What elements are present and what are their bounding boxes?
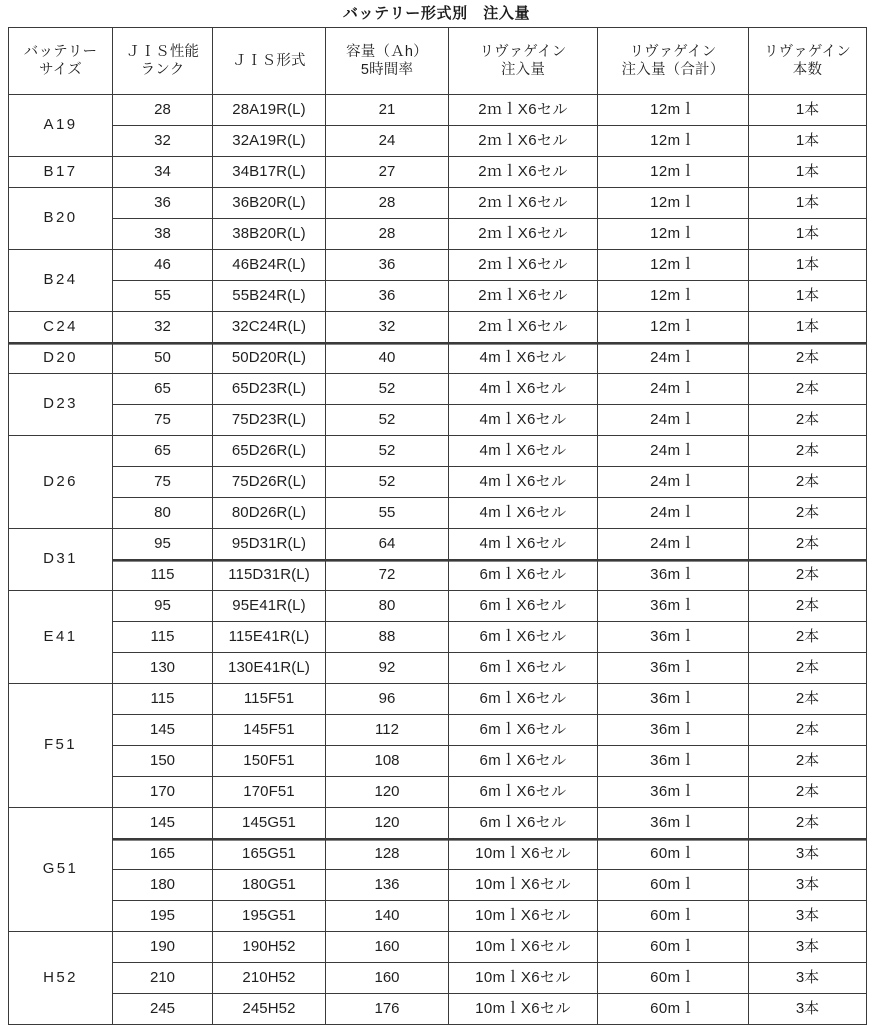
injection-amount-cell: 4mｌX6セル [449, 343, 598, 374]
injection-amount-cell: 6mｌX6セル [449, 560, 598, 591]
capacity-cell: 140 [326, 901, 449, 932]
capacity-cell: 160 [326, 963, 449, 994]
page-title: バッテリー形式別 注入量 [342, 5, 531, 22]
capacity-cell: 72 [326, 560, 449, 591]
jis-type-cell: 50D20R(L) [213, 343, 326, 374]
table-row [9, 126, 867, 157]
table-body [9, 95, 867, 1025]
injection-total-cell: 24mｌ [598, 529, 749, 560]
capacity-cell: 80 [326, 591, 449, 622]
column-header-line1: ＪＩＳ形式 [232, 52, 306, 69]
capacity-cell: 21 [326, 95, 449, 126]
jis-type-cell: 115D31R(L) [213, 560, 326, 591]
injection-amount-cell: 6mｌX6セル [449, 591, 598, 622]
jis-type-cell: 145F51 [213, 715, 326, 746]
battery-size-cell: G51 [9, 808, 113, 932]
column-header-line1: リヴァゲイン [479, 43, 567, 60]
injection-total-cell: 60mｌ [598, 901, 749, 932]
table-row [9, 157, 867, 188]
injection-total-cell: 24mｌ [598, 343, 749, 374]
table-row [9, 839, 867, 870]
injection-total-cell: 24mｌ [598, 467, 749, 498]
jis-rank-cell: 170 [113, 777, 213, 808]
injection-total-cell: 12mｌ [598, 126, 749, 157]
jis-rank-cell: 55 [113, 281, 213, 312]
jis-type-cell: 32C24R(L) [213, 312, 326, 343]
table-row [9, 374, 867, 405]
capacity-cell: 36 [326, 250, 449, 281]
column-header-line1: ＪＩＳ性能 [125, 43, 200, 60]
column-header-bottle-count [749, 28, 867, 95]
injection-total-cell: 60mｌ [598, 932, 749, 963]
injection-total-cell: 12mｌ [598, 95, 749, 126]
table-row [9, 591, 867, 622]
battery-size-cell: A19 [9, 95, 113, 157]
capacity-cell: 128 [326, 839, 449, 870]
column-header-line2: ランク [140, 62, 185, 78]
capacity-cell: 32 [326, 312, 449, 343]
injection-amount-cell: 10mｌX6セル [449, 994, 598, 1025]
jis-type-cell: 130E41R(L) [213, 653, 326, 684]
injection-amount-cell: 4mｌX6セル [449, 405, 598, 436]
injection-amount-cell: 6mｌX6セル [449, 808, 598, 839]
bottle-count-cell: 1本 [749, 95, 867, 126]
injection-total-cell: 24mｌ [598, 405, 749, 436]
injection-amount-cell: 2ｍｌX6セル [449, 95, 598, 126]
jis-type-cell: 38B20R(L) [213, 219, 326, 250]
injection-total-cell: 24mｌ [598, 498, 749, 529]
capacity-cell: 136 [326, 870, 449, 901]
bottle-count-cell: 1本 [749, 157, 867, 188]
injection-amount-cell: 10mｌX6セル [449, 963, 598, 994]
table-row [9, 312, 867, 343]
column-header-line1: リヴァゲイン [763, 43, 852, 60]
capacity-cell: 120 [326, 808, 449, 839]
capacity-cell: 27 [326, 157, 449, 188]
jis-rank-cell: 34 [113, 157, 213, 188]
table-row [9, 498, 867, 529]
bottle-count-cell: 3本 [749, 870, 867, 901]
jis-type-cell: 36B20R(L) [213, 188, 326, 219]
table-row [9, 405, 867, 436]
injection-total-cell: 60mｌ [598, 963, 749, 994]
injection-amount-cell: 4mｌX6セル [449, 374, 598, 405]
bottle-count-cell: 2本 [749, 374, 867, 405]
bottle-count-cell: 2本 [749, 808, 867, 839]
battery-size-cell: E41 [9, 591, 113, 684]
jis-rank-cell: 130 [113, 653, 213, 684]
jis-type-cell: 245H52 [213, 994, 326, 1025]
capacity-cell: 52 [326, 467, 449, 498]
column-header-line1: リヴァゲイン [629, 43, 717, 60]
capacity-cell: 120 [326, 777, 449, 808]
injection-amount-cell: 2ｍｌX6セル [449, 250, 598, 281]
injection-amount-cell: 2ｍｌX6セル [449, 188, 598, 219]
jis-type-cell: 150F51 [213, 746, 326, 777]
jis-type-cell: 75D23R(L) [213, 405, 326, 436]
injection-total-cell: 12mｌ [598, 281, 749, 312]
injection-total-cell: 36mｌ [598, 746, 749, 777]
jis-rank-cell: 65 [113, 436, 213, 467]
jis-type-cell: 95D31R(L) [213, 529, 326, 560]
injection-total-cell: 12mｌ [598, 250, 749, 281]
injection-amount-cell: 10mｌX6セル [449, 901, 598, 932]
jis-rank-cell: 46 [113, 250, 213, 281]
injection-total-cell: 36mｌ [598, 777, 749, 808]
injection-amount-cell: 4mｌX6セル [449, 436, 598, 467]
column-header-jis-rank [113, 28, 213, 95]
table-row [9, 901, 867, 932]
jis-rank-cell: 145 [113, 808, 213, 839]
battery-injection-table [8, 27, 867, 1025]
table-row [9, 436, 867, 467]
injection-total-cell: 24mｌ [598, 374, 749, 405]
jis-type-cell: 165G51 [213, 839, 326, 870]
table-row [9, 250, 867, 281]
table-row [9, 932, 867, 963]
bottle-count-cell: 1本 [749, 250, 867, 281]
capacity-cell: 28 [326, 219, 449, 250]
jis-type-cell: 75D26R(L) [213, 467, 326, 498]
battery-size-cell: B17 [9, 157, 113, 188]
capacity-cell: 40 [326, 343, 449, 374]
jis-rank-cell: 80 [113, 498, 213, 529]
table-row [9, 684, 867, 715]
capacity-cell: 108 [326, 746, 449, 777]
table-row [9, 777, 867, 808]
capacity-cell: 52 [326, 405, 449, 436]
bottle-count-cell: 1本 [749, 188, 867, 219]
bottle-count-cell: 2本 [749, 498, 867, 529]
capacity-cell: 52 [326, 374, 449, 405]
bottle-count-cell: 2本 [749, 436, 867, 467]
column-header-jis-type [213, 28, 326, 95]
jis-type-cell: 190H52 [213, 932, 326, 963]
jis-type-cell: 115F51 [213, 684, 326, 715]
injection-amount-cell: 2ｍｌX6セル [449, 157, 598, 188]
table-row [9, 281, 867, 312]
bottle-count-cell: 1本 [749, 281, 867, 312]
table-row [9, 994, 867, 1025]
jis-rank-cell: 65 [113, 374, 213, 405]
table-row [9, 622, 867, 653]
capacity-cell: 64 [326, 529, 449, 560]
jis-rank-cell: 28 [113, 95, 213, 126]
injection-amount-cell: 6mｌX6セル [449, 684, 598, 715]
bottle-count-cell: 2本 [749, 715, 867, 746]
column-header-line2: サイズ [39, 62, 82, 78]
injection-amount-cell: 6mｌX6セル [449, 653, 598, 684]
jis-rank-cell: 145 [113, 715, 213, 746]
jis-type-cell: 195G51 [213, 901, 326, 932]
column-header-battery-size [9, 28, 113, 95]
battery-size-cell: D20 [9, 343, 113, 374]
jis-rank-cell: 115 [113, 560, 213, 591]
column-header-line2: 注入量 [500, 62, 546, 78]
bottle-count-cell: 1本 [749, 219, 867, 250]
jis-rank-cell: 32 [113, 312, 213, 343]
injection-total-cell: 12mｌ [598, 219, 749, 250]
table-row [9, 746, 867, 777]
jis-rank-cell: 50 [113, 343, 213, 374]
jis-rank-cell: 165 [113, 839, 213, 870]
injection-total-cell: 36mｌ [598, 591, 749, 622]
bottle-count-cell: 3本 [749, 994, 867, 1025]
jis-rank-cell: 75 [113, 405, 213, 436]
capacity-cell: 92 [326, 653, 449, 684]
jis-rank-cell: 36 [113, 188, 213, 219]
battery-size-cell: D31 [9, 529, 113, 591]
bottle-count-cell: 2本 [749, 746, 867, 777]
jis-rank-cell: 32 [113, 126, 213, 157]
bottle-count-cell: 2本 [749, 467, 867, 498]
capacity-cell: 55 [326, 498, 449, 529]
capacity-cell: 88 [326, 622, 449, 653]
jis-type-cell: 115E41R(L) [213, 622, 326, 653]
injection-amount-cell: 4mｌX6セル [449, 498, 598, 529]
jis-type-cell: 95E41R(L) [213, 591, 326, 622]
table-header [9, 28, 867, 95]
injection-total-cell: 12mｌ [598, 312, 749, 343]
column-header-line1: 容量（Ａh） [346, 43, 428, 60]
bottle-count-cell: 2本 [749, 343, 867, 374]
injection-total-cell: 60mｌ [598, 839, 749, 870]
battery-size-cell: D26 [9, 436, 113, 529]
jis-rank-cell: 195 [113, 901, 213, 932]
capacity-cell: 36 [326, 281, 449, 312]
capacity-cell: 176 [326, 994, 449, 1025]
jis-rank-cell: 150 [113, 746, 213, 777]
jis-type-cell: 65D26R(L) [213, 436, 326, 467]
column-header-line2: 本数 [792, 62, 823, 78]
header-row [9, 28, 867, 95]
table-row [9, 343, 867, 374]
capacity-cell: 24 [326, 126, 449, 157]
injection-total-cell: 36mｌ [598, 808, 749, 839]
table-row [9, 653, 867, 684]
injection-amount-cell: 10mｌX6セル [449, 932, 598, 963]
battery-size-cell: D23 [9, 374, 113, 436]
jis-type-cell: 32A19R(L) [213, 126, 326, 157]
injection-amount-cell: 2ｍｌX6セル [449, 281, 598, 312]
bottle-count-cell: 3本 [749, 839, 867, 870]
injection-amount-cell: 6mｌX6セル [449, 777, 598, 808]
bottle-count-cell: 2本 [749, 529, 867, 560]
bottle-count-cell: 1本 [749, 126, 867, 157]
jis-type-cell: 145G51 [213, 808, 326, 839]
injection-total-cell: 36mｌ [598, 622, 749, 653]
jis-type-cell: 180G51 [213, 870, 326, 901]
battery-size-cell: B20 [9, 188, 113, 250]
injection-amount-cell: 4mｌX6セル [449, 467, 598, 498]
bottle-count-cell: 2本 [749, 591, 867, 622]
bottle-count-cell: 1本 [749, 312, 867, 343]
jis-rank-cell: 115 [113, 622, 213, 653]
jis-rank-cell: 210 [113, 963, 213, 994]
table-row [9, 963, 867, 994]
injection-amount-cell: 6mｌX6セル [449, 746, 598, 777]
table-row [9, 219, 867, 250]
column-header-line2: 5時間率 [360, 62, 414, 78]
table-row [9, 188, 867, 219]
jis-type-cell: 65D23R(L) [213, 374, 326, 405]
injection-amount-cell: 4mｌX6セル [449, 529, 598, 560]
column-header-capacity [326, 28, 449, 95]
jis-type-cell: 46B24R(L) [213, 250, 326, 281]
jis-type-cell: 34B17R(L) [213, 157, 326, 188]
table-row [9, 870, 867, 901]
battery-size-cell: B24 [9, 250, 113, 312]
injection-total-cell: 12mｌ [598, 157, 749, 188]
column-header-line1: バッテリー [23, 43, 98, 60]
capacity-cell: 52 [326, 436, 449, 467]
bottle-count-cell: 2本 [749, 622, 867, 653]
injection-amount-cell: 6mｌX6セル [449, 622, 598, 653]
bottle-count-cell: 3本 [749, 901, 867, 932]
jis-rank-cell: 95 [113, 529, 213, 560]
injection-amount-cell: 2ｍｌX6セル [449, 219, 598, 250]
jis-rank-cell: 190 [113, 932, 213, 963]
injection-amount-cell: 10mｌX6セル [449, 870, 598, 901]
table-row [9, 95, 867, 126]
column-header-injection [449, 28, 598, 95]
injection-total-cell: 36mｌ [598, 560, 749, 591]
battery-size-cell: H52 [9, 932, 113, 1025]
column-header-line2: 注入量（合計） [621, 62, 725, 78]
capacity-cell: 112 [326, 715, 449, 746]
jis-rank-cell: 180 [113, 870, 213, 901]
table-row [9, 467, 867, 498]
capacity-cell: 96 [326, 684, 449, 715]
injection-amount-cell: 6mｌX6セル [449, 715, 598, 746]
jis-type-cell: 28A19R(L) [213, 95, 326, 126]
jis-rank-cell: 245 [113, 994, 213, 1025]
jis-type-cell: 55B24R(L) [213, 281, 326, 312]
injection-total-cell: 36mｌ [598, 684, 749, 715]
capacity-cell: 160 [326, 932, 449, 963]
injection-total-cell: 36mｌ [598, 715, 749, 746]
jis-type-cell: 170F51 [213, 777, 326, 808]
injection-amount-cell: 2ｍｌX6セル [449, 312, 598, 343]
jis-rank-cell: 95 [113, 591, 213, 622]
battery-size-cell: F51 [9, 684, 113, 808]
injection-amount-cell: 2ｍｌX6セル [449, 126, 598, 157]
bottle-count-cell: 2本 [749, 405, 867, 436]
injection-total-cell: 12mｌ [598, 188, 749, 219]
bottle-count-cell: 3本 [749, 932, 867, 963]
table-row [9, 808, 867, 839]
column-header-injection-total [598, 28, 749, 95]
bottle-count-cell: 3本 [749, 963, 867, 994]
bottle-count-cell: 2本 [749, 777, 867, 808]
jis-type-cell: 210H52 [213, 963, 326, 994]
injection-total-cell: 24mｌ [598, 436, 749, 467]
table-row [9, 560, 867, 591]
capacity-cell: 28 [326, 188, 449, 219]
jis-rank-cell: 38 [113, 219, 213, 250]
jis-rank-cell: 75 [113, 467, 213, 498]
bottle-count-cell: 2本 [749, 653, 867, 684]
injection-total-cell: 36mｌ [598, 653, 749, 684]
injection-total-cell: 60mｌ [598, 870, 749, 901]
bottle-count-cell: 2本 [749, 560, 867, 591]
table-row [9, 529, 867, 560]
jis-rank-cell: 115 [113, 684, 213, 715]
bottle-count-cell: 2本 [749, 684, 867, 715]
injection-total-cell: 60mｌ [598, 994, 749, 1025]
jis-type-cell: 80D26R(L) [213, 498, 326, 529]
injection-amount-cell: 10mｌX6セル [449, 839, 598, 870]
table-row [9, 715, 867, 746]
battery-size-cell: C24 [9, 312, 113, 343]
